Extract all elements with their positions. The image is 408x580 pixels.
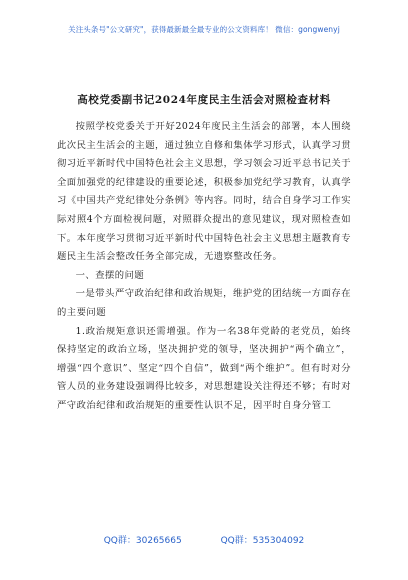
paragraph-intro: 按照学校党委关于开好2024年度民主生活会的部署，本人围绕此次民主生活会的主题，通过独立自修和集体学习形式，认真学习贯彻习近平新时代中国特色社会主义思想，学习领会习近平总书记关于全面加强党的纪律建设的重要论述，积极参加党纪学习教育，认真学习《中国共产党纪律处分条例》等内容。同时，结合自身学习工作实际对照4个方面检视问题，对照群众提出的意见建议，现对照检查如下。本年度学习贯彻习近平新时代中国特色社会主义思想主题教育专题民主生活会整改任务全部完成，无遗察整改任务。	[57, 121, 351, 263]
paragraph-item-1: 1.政治规矩意识还需增强。作为一名38年党龄的老党员，始终保持坚定的政治立场，坚决拥护党的领导，坚决拥护“两个确立”，增强“四个意识”、坚定“四个自信”，做到“两个维护”。但有时对分管人员的业务建设强调得比较多，对思想建设关注得还不够；有时对严守政治纪律和政治规矩的重要性认识不足，因平时自身分管工	[57, 325, 351, 411]
page-header-notice: 关注头条号"公文研究"，获得最新最全最专业的公文资料库！ 微信：gongwenyj	[68, 25, 340, 34]
section-heading: 一、查摆的问题	[75, 269, 145, 281]
qq-group-2: QQ群：535304092	[220, 536, 305, 546]
qq-group-1: QQ群：30265665	[103, 536, 182, 546]
document-title: 高校党委副书记2024年度民主生活会对照检查材料	[77, 94, 331, 106]
subsection-heading: 一是带头严守政治纪律和政治规矩，维护党的团结统一方面存在的主要问题	[57, 288, 351, 318]
document-body	[57, 118, 351, 416]
page-footer	[0, 533, 408, 546]
